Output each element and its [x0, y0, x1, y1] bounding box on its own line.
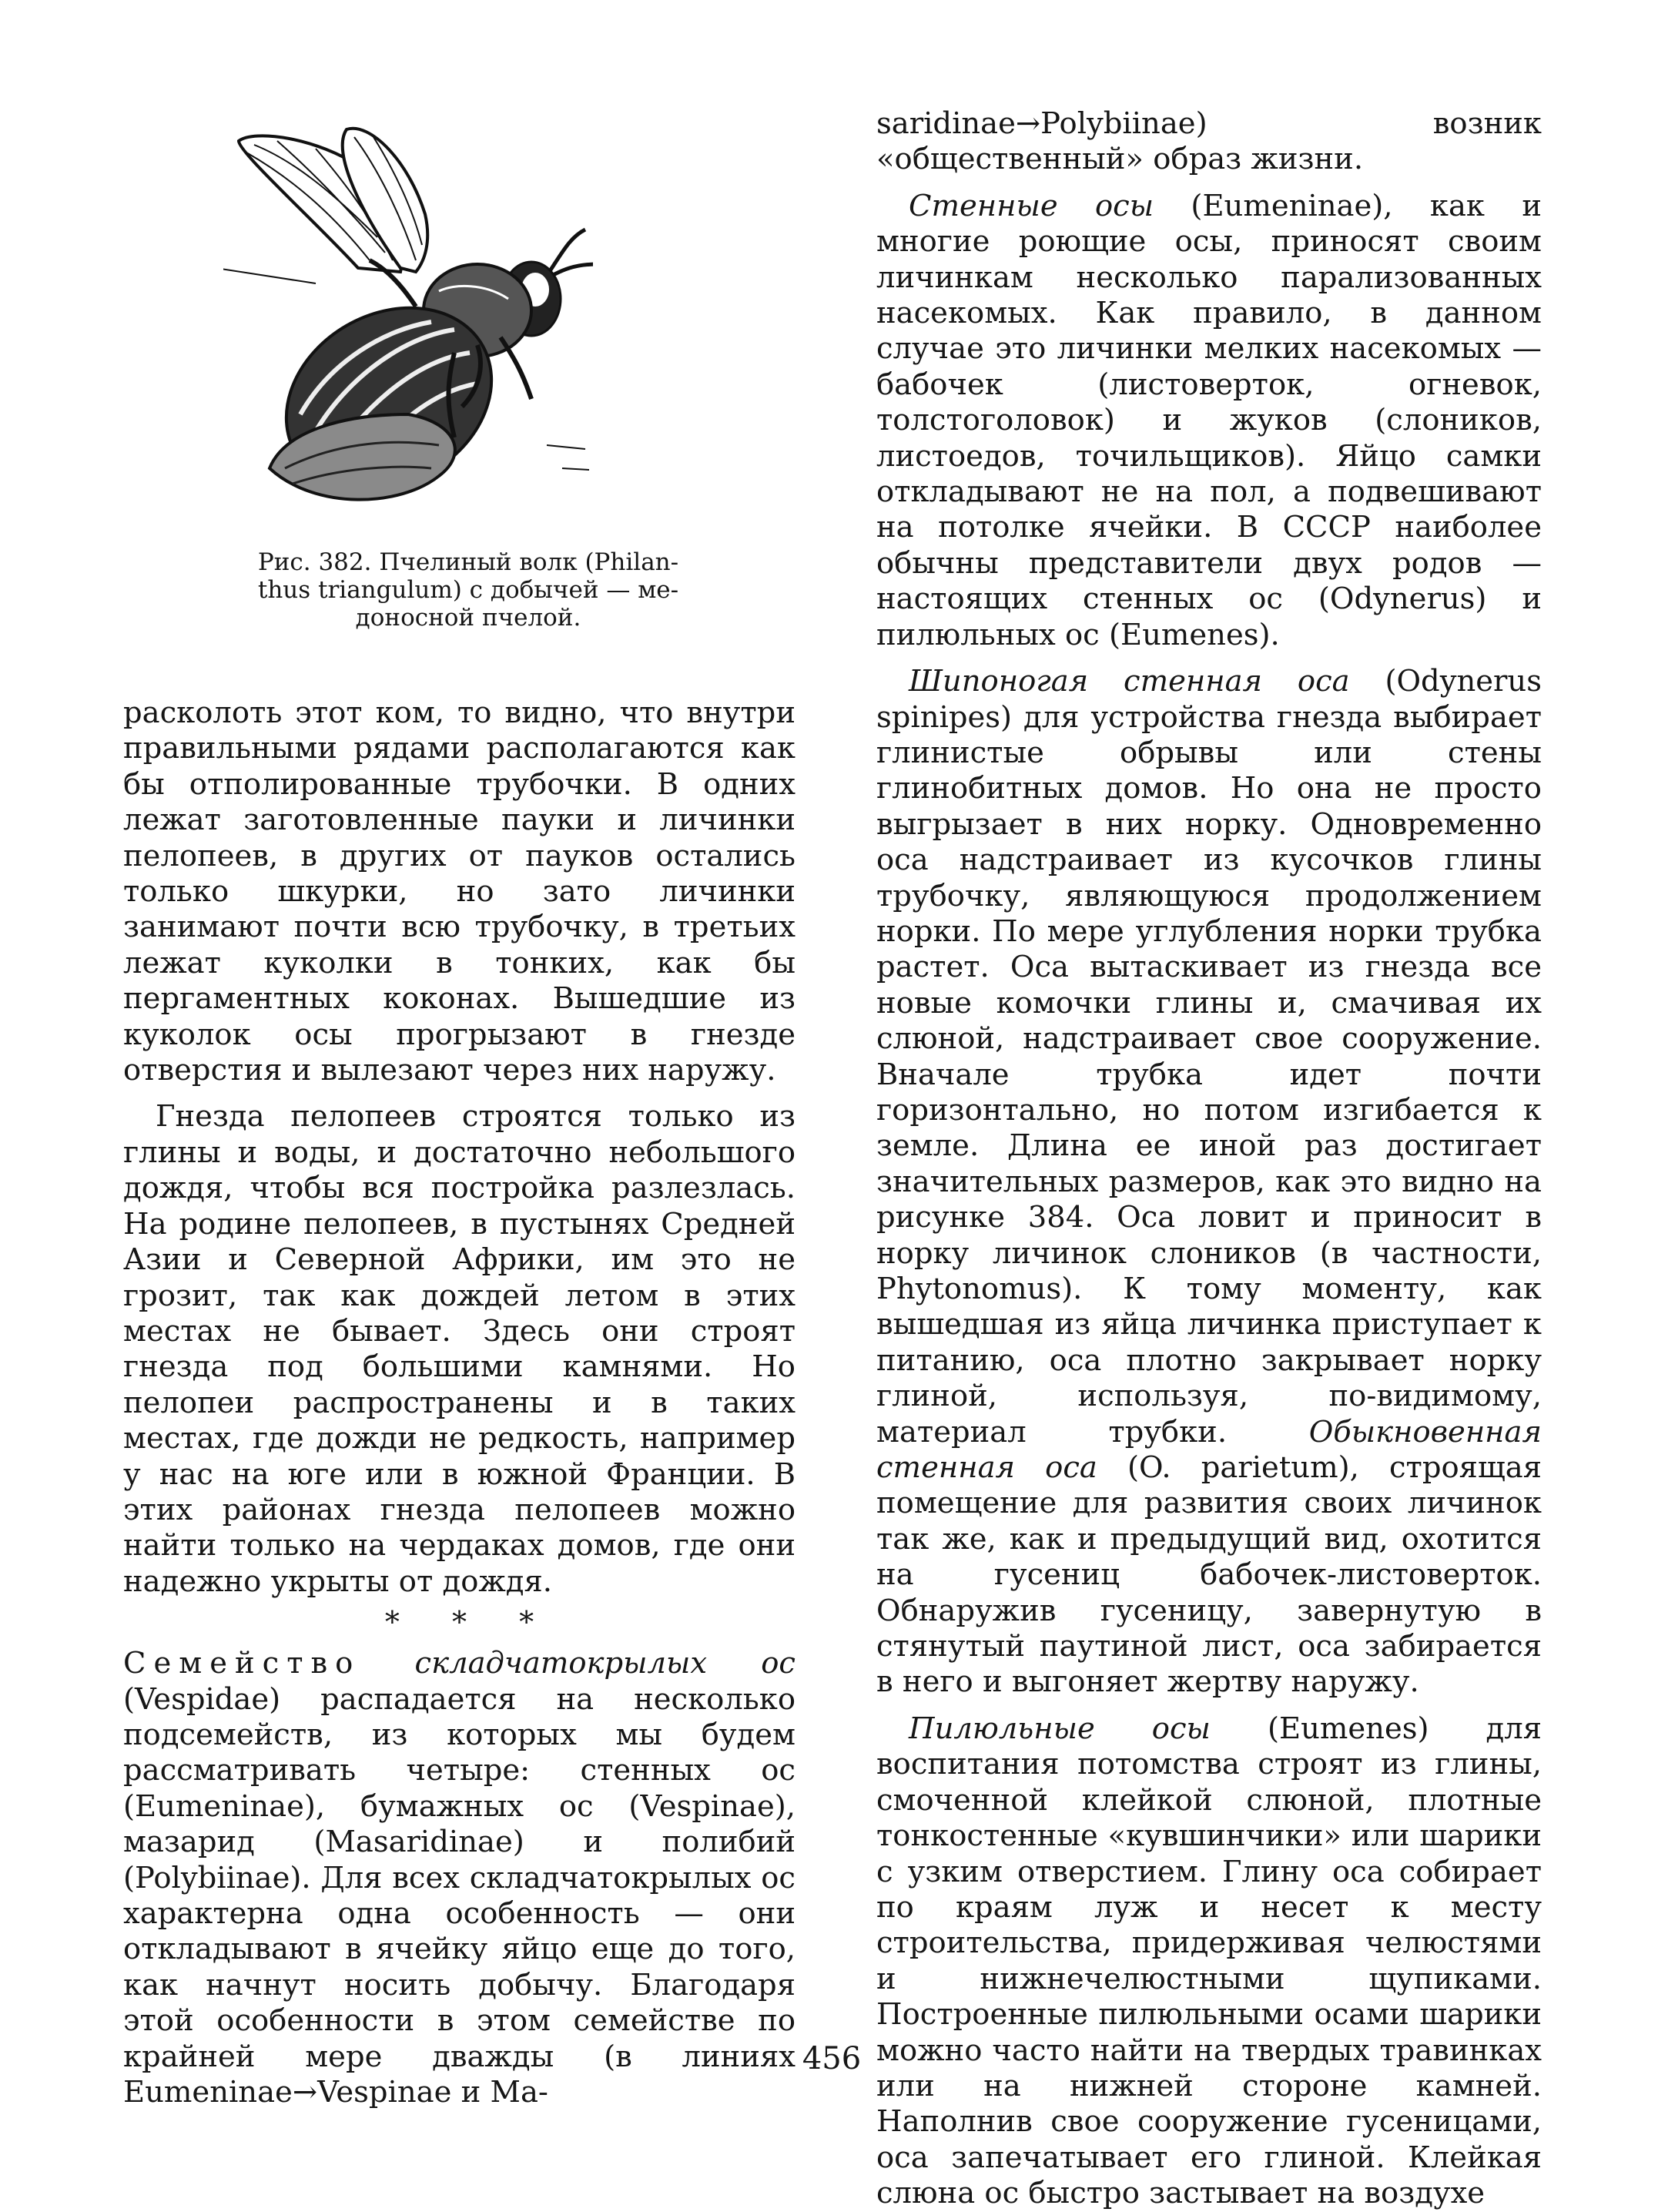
paragraph — [876, 1711, 1542, 2212]
paragraph — [876, 664, 1542, 1701]
paragraph: saridinae→Polybiinae) возник «общественный» образ жизни. — [876, 106, 1542, 177]
italic-term: Обыкновенная стенная оса — [876, 1414, 1542, 1486]
page-number: 456 — [802, 2041, 862, 2076]
paragraph: расколоть этот ком, то видно, что внутри правильными рядами располагаются как бы отполированные трубочки. В одних лежат заготовленные пауки и личинки пелопеев, в других от пауков остались только шкурки, но зато личинки занимают почти всю трубочку, в третьих лежат куколки в тонких, как бы пергаментных коконах. Вышедшие из куколок осы прогрызают в гнезде отверстия и вылезают через них наружу. — [123, 695, 796, 1088]
italic-term: Стенные осы — [909, 188, 1154, 223]
spaced-term: Семейство — [123, 1646, 361, 1681]
caption-line: thus triangulum) с добычей — ме- — [257, 576, 679, 604]
text-run: (Odynerus spinipes) для устройства гнезда выбирает глинистые обрывы или стены глинобитных домов. Но она не просто выгрызает в них норку. Одновременно оса надстраивает из кусочков глины трубочку, являющуюся продолжением норки. По мере углубления норки трубка растет. Оса вытаскивает из гнезда все новые комочки глины и, смачивая их слюной, надстраивает свое сооружение. Вначале трубка идет почти горизонтально, но потом изгибается к земле. Длина ее иной раз достигает значительных размеров, как это видно на рисунке 384. Оса ловит и приносит в норку личинок слоников (в частности, Phytonomus). К тому моменту, как вышедшая из яйца личинка приступает к питанию, оса плотно закрывает норку глиной, используя, по-видимому, материал трубки. — [876, 664, 1542, 1450]
paragraph — [876, 189, 1542, 653]
caption-line: Рис. 382. Пчелиный волк (Philan- — [257, 548, 679, 576]
text-run: (O. parietum), строящая помещение для развития своих личинок так же, как и предыдущий вид, охотится на гусениц бабочек-листоверток. Обнаружив гусеницу, завернутую в стянутый паутиной лист, оса забирается в него и выгоняет жертву наружу. — [876, 1450, 1542, 1700]
left-column — [123, 695, 796, 2110]
section-divider: * * * — [384, 1605, 556, 1640]
text-run: (Eumenes) для воспитания потомства строят из глины, смоченной клейкой слюной, плотные тонкостенные «кувшинчики» или шарики с узким отверстием. Глину оса собирает по краям луж и несет к месту строительства, придерживая челюстями и нижнечелюстными щупиками. Построенные пилюльными осами шарики можно часто найти на твердых травинках или на нижней стороне камней. Наполнив свое сооружение гусеницами, оса запечатывает его глиной. Клейкая слюна ос быстро застывает на воздухе — [876, 1711, 1542, 2211]
caption-line: доносной пчелой. — [355, 604, 581, 632]
text-run: (Vespidae) распадается на несколько подсемейств, из которых мы будем рассматривать четыре: стенных ос (Eumeninae), бумажных ос (Vespinae), мазарид (Masaridinae) и полибий (Polybiinae). Для всех складчатокрылых ос характерна одна особенность — они откладывают в ячейку яйцо еще до того, как начнут носить добычу. Благодаря этой особенности в этом семействе по крайней мере дважды (в линиях Eumeninae→Vespinae и Ma- — [123, 1681, 796, 2110]
italic-term: Пилюльные осы — [909, 1711, 1211, 1746]
wasp-illustration — [223, 106, 593, 538]
right-column — [876, 106, 1542, 2212]
italic-term: складчатокрылых ос — [414, 1646, 796, 1681]
italic-term: Шипоногая стенная оса — [909, 664, 1350, 699]
figure-caption — [222, 548, 715, 632]
paragraph — [123, 1646, 796, 2110]
paragraph: Гнезда пелопеев строятся только из глины и воды, и достаточно небольшого дождя, чтобы вся постройка разлезлась. На родине пелопеев, в пустынях Средней Азии и Северной Африки, им это не грозит, так как дождей летом в этих местах не бывает. Здесь они строят гнезда под большими камнями. Но пелопеи распространены и в таких местах, где дожди не редкость, например у нас на юге или в южной Франции. В этих районах гнезда пелопеев можно найти только на чердаках домов, где они надежно укрыты от дождя. — [123, 1099, 796, 1599]
text-run: (Eumeninae), как и многие роющие осы, приносят своим личинкам несколько парализованных насекомых. Как правило, в данном случае это личинки мелких насекомых — бабочек (листоверток, огневок, толстоголовок) и жуков (слоников, листоедов, точильщиков). Яйцо самки откладывают не на пол, а подвешивают на потолке ячейки. В СССР наиболее обычны представители двух родов — настоящих стенных ос (Odynerus) и пилюльных ос (Eumenes). — [876, 188, 1542, 652]
